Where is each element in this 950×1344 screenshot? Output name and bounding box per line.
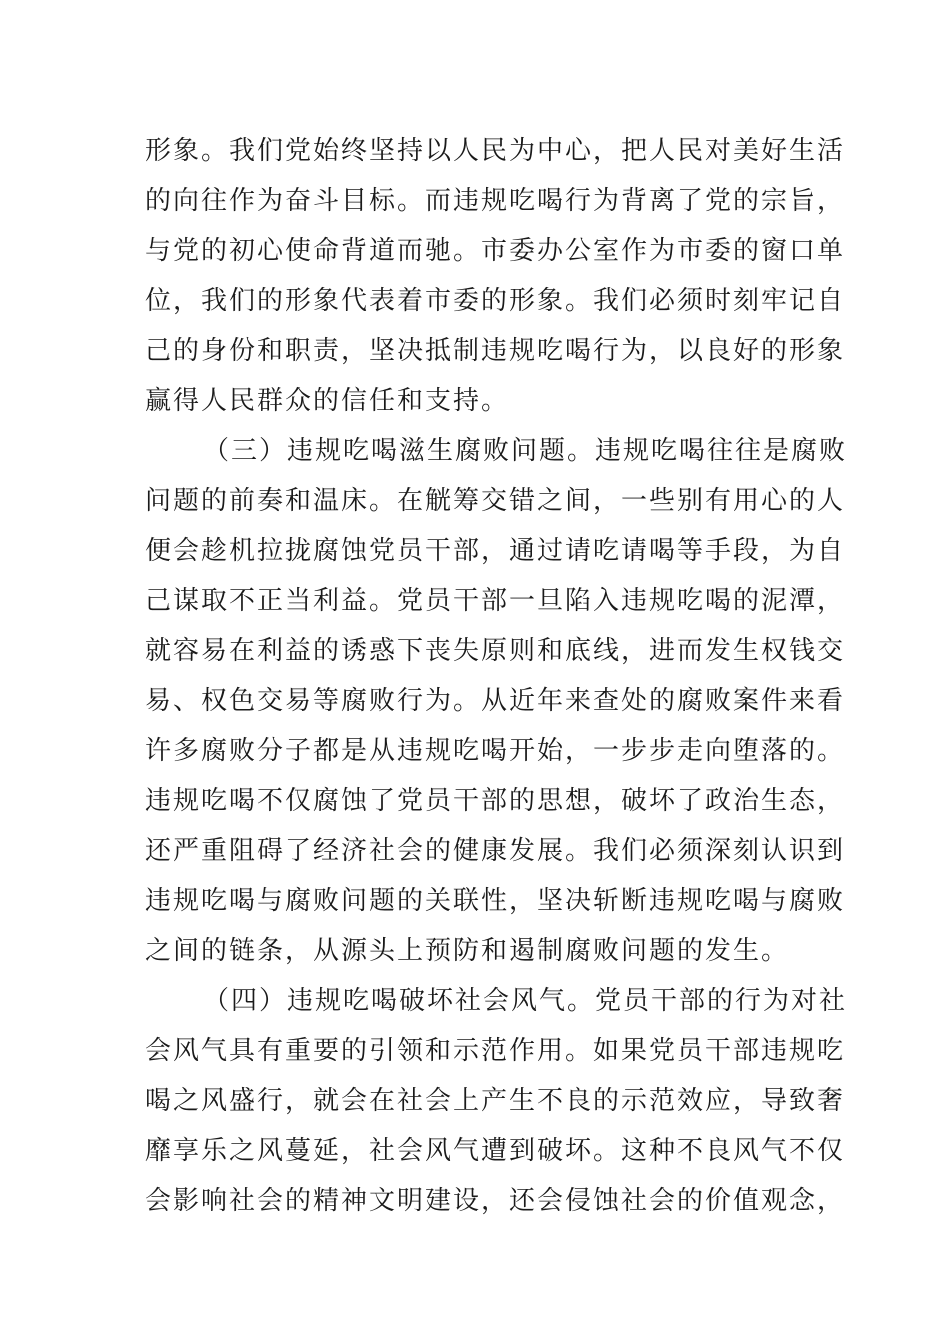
- text-line: 便会趁机拉拢腐蚀党员干部，通过请吃请喝等手段，为自: [145, 536, 846, 566]
- paragraph-heading-line: （三）违规吃喝滋生腐败问题。违规吃喝往往是腐败: [203, 436, 848, 466]
- text-line: 的向往作为奋斗目标。而违规吃喝行为背离了党的宗旨，: [145, 186, 846, 216]
- text-line: 会影响社会的精神文明建设，还会侵蚀社会的价值观念，: [145, 1186, 846, 1216]
- text-line: 易、权色交易等腐败行为。从近年来查处的腐败案件来看: [145, 686, 846, 716]
- text-line: 违规吃喝不仅腐蚀了党员干部的思想，破坏了政治生态，: [145, 786, 846, 816]
- text-line: 与党的初心使命背道而驰。市委办公室作为市委的窗口单: [145, 236, 846, 266]
- text-line: 喝之风盛行，就会在社会上产生不良的示范效应，导致奢: [145, 1086, 846, 1116]
- text-line: 赢得人民群众的信任和支持。: [145, 386, 510, 416]
- text-line: 己谋取不正当利益。党员干部一旦陷入违规吃喝的泥潭，: [145, 586, 846, 616]
- text-line: 己的身份和职责，坚决抵制违规吃喝行为，以良好的形象: [145, 336, 846, 366]
- body-text: [145, 126, 848, 1226]
- text-line: 违规吃喝与腐败问题的关联性，坚决斩断违规吃喝与腐败: [145, 886, 846, 916]
- text-line: 靡享乐之风蔓延，社会风气遭到破坏。这种不良风气不仅: [145, 1136, 846, 1166]
- text-line: 还严重阻碍了经济社会的健康发展。我们必须深刻认识到: [145, 836, 846, 866]
- text-line: 许多腐败分子都是从违规吃喝开始，一步步走向堕落的。: [145, 736, 846, 766]
- text-line: 位，我们的形象代表着市委的形象。我们必须时刻牢记自: [145, 286, 846, 316]
- paragraph-heading-line: （四）违规吃喝破坏社会风气。党员干部的行为对社: [203, 986, 848, 1016]
- text-line: 问题的前奏和温床。在觥筹交错之间，一些别有用心的人: [145, 486, 846, 516]
- text-line: 就容易在利益的诱惑下丧失原则和底线，进而发生权钱交: [145, 636, 846, 666]
- text-line: 之间的链条，从源头上预防和遏制腐败问题的发生。: [145, 936, 790, 966]
- text-line: 会风气具有重要的引领和示范作用。如果党员干部违规吃: [145, 1036, 846, 1066]
- text-line: 形象。我们党始终坚持以人民为中心，把人民对美好生活: [145, 136, 846, 166]
